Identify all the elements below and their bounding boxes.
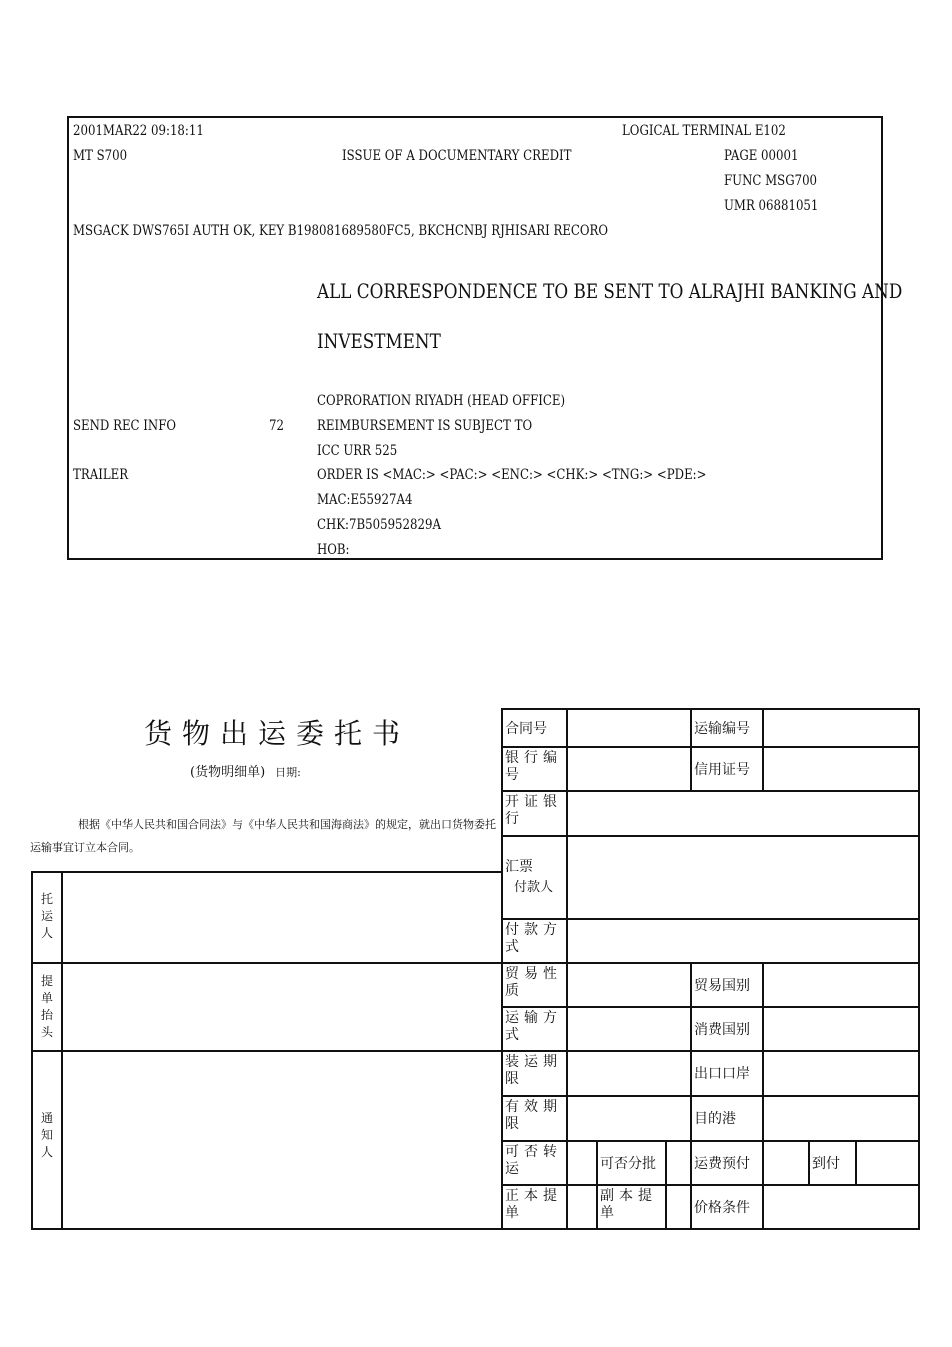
draft-label: 汇票 (505, 859, 533, 875)
form-subtitle (190, 761, 301, 780)
transship-label: 可否转运 (505, 1144, 562, 1177)
table-line (566, 708, 568, 1230)
table-line (855, 1140, 857, 1186)
export-port-label: 出口口岸 (694, 1066, 750, 1082)
table-line (762, 708, 764, 792)
notify-char: 人 (40, 1145, 53, 1159)
swift-correspondence-2: INVESTMENT (317, 329, 441, 353)
bank-no-label: 银行编号 (505, 750, 562, 783)
consignee-char: 单 (40, 991, 53, 1005)
swift-func: FUNC MSG700 (724, 173, 818, 189)
consignee-char: 头 (40, 1025, 53, 1039)
shipper-char: 运 (40, 909, 53, 923)
swift-message-box (67, 116, 903, 560)
dest-port-label: 目的港 (694, 1111, 736, 1127)
notify-char: 知 (40, 1128, 53, 1142)
form-subtitle-text: (货物明细单) (190, 765, 266, 780)
shipper-char: 托 (40, 892, 53, 906)
table-line (31, 1228, 503, 1230)
table-line (501, 1228, 920, 1230)
payer-label: 付款人 (514, 880, 554, 895)
price-terms-label: 价格条件 (694, 1199, 750, 1216)
prepaid-label: 运费预付 (694, 1155, 750, 1172)
table-line (31, 1050, 503, 1052)
partial-label: 可否分批 (600, 1155, 656, 1172)
collect-label: 到付 (812, 1155, 840, 1172)
form-title: 货物出运委托书 (144, 717, 411, 750)
trade-nature-label: 贸易性质 (505, 966, 562, 999)
consignee-char: 提 (40, 974, 53, 988)
lc-no-label: 信用证号 (694, 761, 750, 778)
swift-correspondence-1: ALL CORRESPONDENCE TO BE SENT TO ALRAJHI BANKING AND (317, 279, 903, 303)
swift-line: ICC URR 525 (317, 443, 398, 459)
trade-country-label: 贸易国别 (694, 977, 750, 994)
table-line (918, 708, 920, 1230)
swift-send-label: SEND REC INFO (73, 418, 177, 434)
swift-umr: UMR 06881051 (724, 198, 819, 214)
validity-label: 有效期限 (505, 1099, 562, 1132)
consignee-label (33, 973, 61, 1041)
swift-send-code: 72 (269, 418, 284, 434)
swift-line: REIMBURSEMENT IS SUBJECT TO (317, 418, 533, 434)
notify-label (33, 1110, 61, 1161)
ship-period-label: 装运期限 (505, 1054, 562, 1087)
swift-mt: MT S700 (73, 148, 128, 164)
contract-no-label: 合同号 (505, 720, 547, 737)
swift-line: COPRORATION RIYADH (HEAD OFFICE) (317, 393, 566, 409)
original-bl-label: 正本提单 (505, 1188, 562, 1221)
swift-line: ORDER IS <MAC:> <PAC:> <ENC:> <CHK:> <TNG:> <PDE:> (317, 467, 707, 483)
shipper-label (33, 891, 61, 942)
table-line (762, 962, 764, 1230)
consignee-char: 抬 (40, 1008, 53, 1022)
swift-line: CHK:7B505952829A (317, 517, 441, 533)
table-line (61, 871, 63, 1230)
swift-page: PAGE 00001 (724, 148, 799, 164)
notify-char: 通 (40, 1111, 53, 1125)
swift-line: HOB: (317, 542, 350, 558)
transport-no-label: 运输编号 (694, 720, 750, 737)
form-date-label: 日期: (275, 766, 301, 779)
table-line (665, 1140, 667, 1230)
swift-msgack: MSGACK DWS765I AUTH OK, KEY B198081689580FC5, BKCHCNBJ RJHISARI RECORO (73, 223, 609, 239)
table-line (31, 962, 503, 964)
swift-issue-title: ISSUE OF A DOCUMENTARY CREDIT (342, 148, 572, 164)
payment-label: 付款方式 (505, 922, 562, 955)
swift-datetime: 2001MAR22 09:18:11 (73, 123, 204, 139)
swift-terminal: LOGICAL TERMINAL E102 (622, 123, 786, 139)
copy-bl-label: 副本提单 (600, 1188, 657, 1221)
form-intro: 根据《中华人民共和国合同法》与《中华人民共和国海商法》的规定，就出口货物委托运输事宜订立本合同。 (30, 818, 496, 854)
issuing-bank-label: 开证银行 (505, 794, 562, 827)
swift-line: MAC:E55927A4 (317, 492, 413, 508)
transport-mode-label: 运输方式 (505, 1010, 562, 1043)
swift-trailer-label: TRAILER (73, 467, 129, 483)
table-line (501, 835, 920, 837)
consume-country-label: 消费国别 (694, 1021, 750, 1038)
shipper-char: 人 (40, 926, 53, 940)
table-line (31, 871, 503, 873)
